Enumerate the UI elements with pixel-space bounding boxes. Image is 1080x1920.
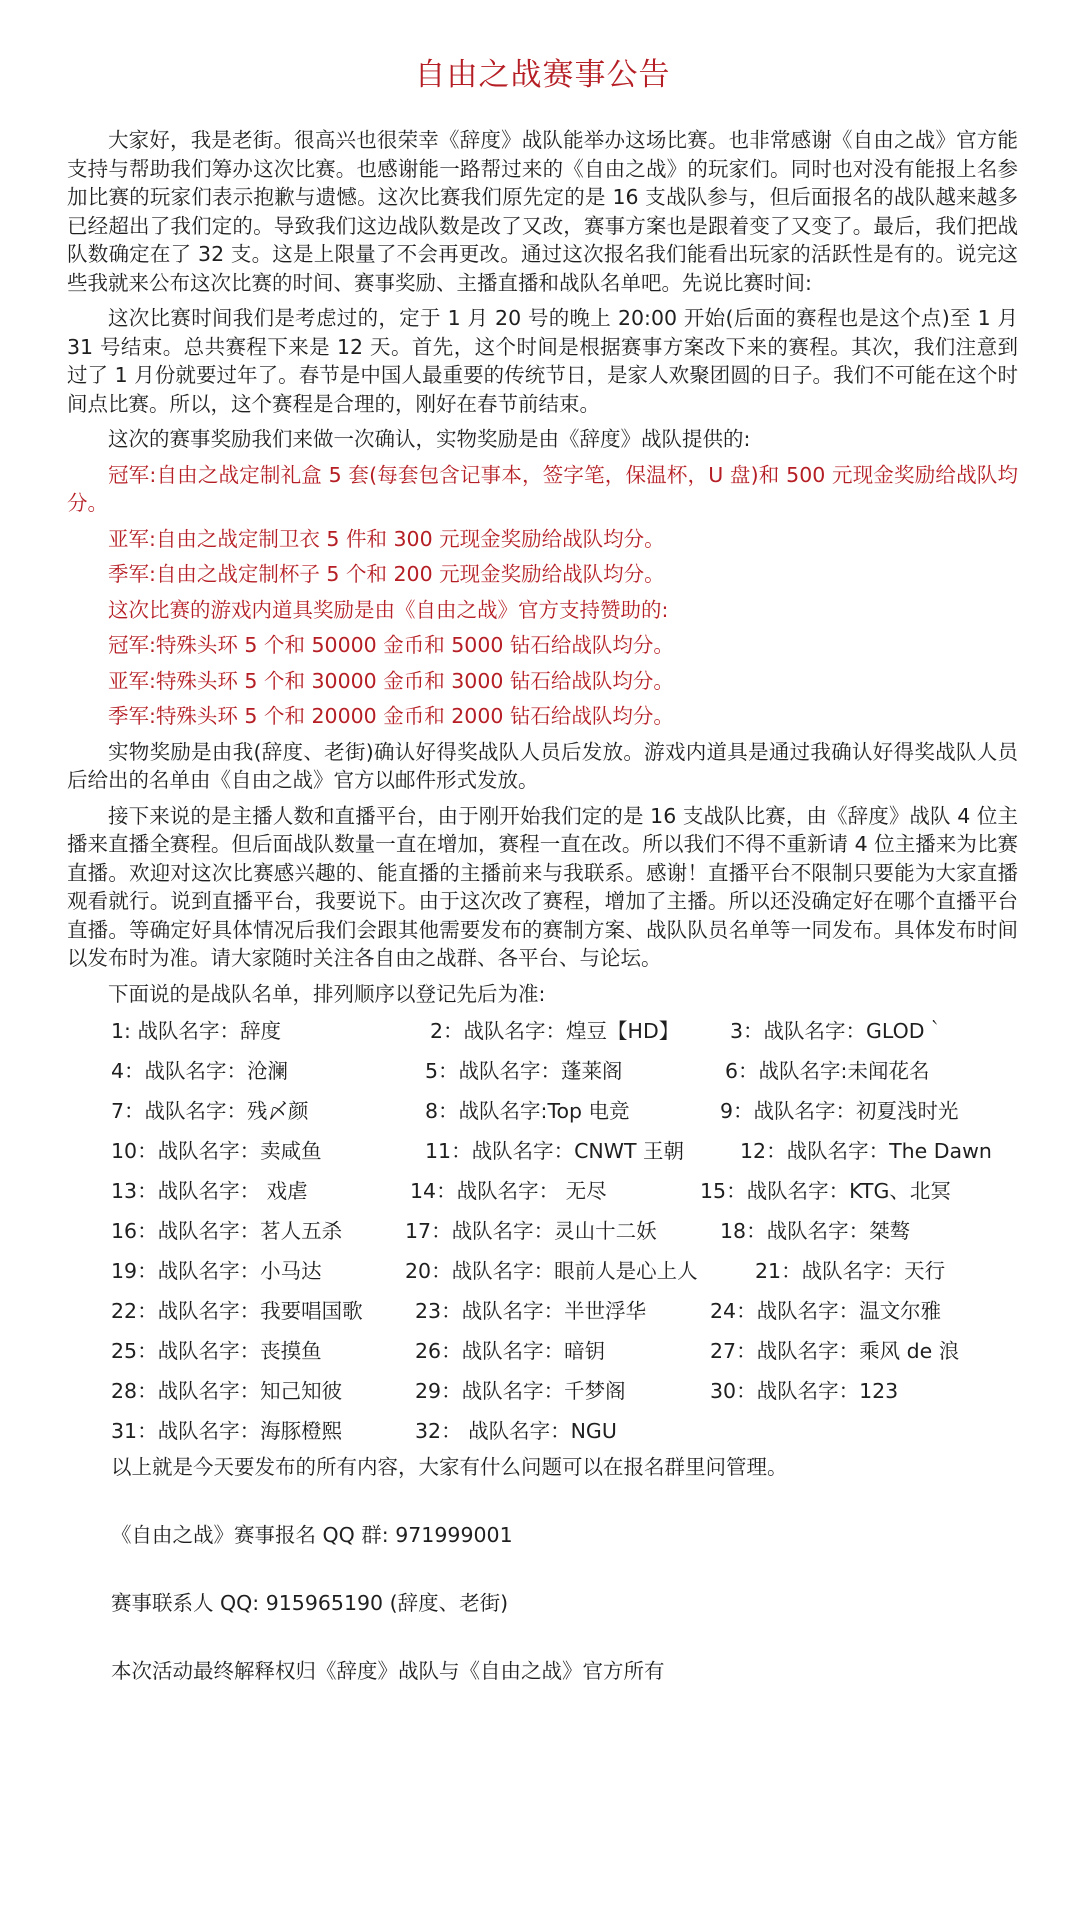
team-entry: 1: 战队名字：辞度 bbox=[111, 1019, 281, 1043]
ingame-reward-champion: 冠军:特殊头环 5 个和 50000 金币和 5000 钻石给战队均分。 bbox=[108, 633, 674, 657]
team-entry: 30：战队名字：123 bbox=[710, 1379, 899, 1403]
teams-intro: 下面说的是战队名单，排列顺序以登记先后为准: bbox=[108, 981, 546, 1006]
physical-reward-runner-up: 亚军:自由之战定制卫衣 5 件和 300 元现金奖励给战队均分。 bbox=[108, 526, 665, 551]
team-entry: 21：战队名字：天行 bbox=[755, 1259, 946, 1283]
team-row bbox=[111, 1417, 1018, 1457]
team-entry: 12：战队名字：The Dawn bbox=[740, 1139, 992, 1163]
team-entry: 13：战队名字： 戏虐 bbox=[111, 1179, 308, 1203]
team-entry: 15：战队名字：KTG、北冥 bbox=[700, 1179, 951, 1203]
page-title: 自由之战赛事公告 bbox=[414, 57, 671, 93]
team-row bbox=[111, 1017, 1018, 1057]
physical-reward-champion: 冠军:自由之战定制礼盒 5 套(每套包含记事本，签字笔，保温杯，U 盘)和 500 元现金奖励给战队均分。 bbox=[67, 462, 1018, 515]
contact-line: 赛事联系人 QQ: 915965190 (辞度、老街) bbox=[111, 1591, 509, 1615]
ingame-rewards-intro: 这次比赛的游戏内道具奖励是由《自由之战》官方支持赞助的: bbox=[108, 597, 669, 622]
team-entry: 11：战队名字：CNWT 王朝 bbox=[425, 1139, 685, 1163]
rights-line: 本次活动最终解释权归《辞度》战队与《自由之战》官方所有 bbox=[111, 1659, 665, 1683]
team-entry: 32： 战队名字：NGU bbox=[415, 1419, 617, 1443]
intro-paragraph: 大家好，我是老街。很高兴也很荣幸《辞度》战队能举办这场比赛。也非常感谢《自由之战》官方能支持与帮助我们筹办这次比赛。也感谢能一路帮过来的《自由之战》的玩家们。同时也对没有能报上名参加比赛的玩家们表示抱歉与遗憾。这次比赛我们原先定的是 16 支战队参与，但后面报名的战队越来越多已经超出了我们定的。导致我们这边战队数是改了又改，赛事方案也是跟着变了又变了。最后，我们把战队数确定在了 32 支。这是上限量了不会再更改。通过这次报名我们能看出玩家的活跃性是有的。说完这些我就来公布这次比赛的时间、赛事奖励、主播直播和战队名单吧。先说比赛时间: bbox=[67, 128, 1018, 295]
team-entry: 20：战队名字：眼前人是心上人 bbox=[405, 1259, 698, 1283]
team-entry: 3：战队名字：GLOD｀ bbox=[730, 1019, 946, 1043]
streaming-paragraph: 接下来说的是主播人数和直播平台，由于刚开始我们定的是 16 支战队比赛，由《辞度》战队 4 位主播来直播全赛程。但后面战队数量一直在增加，赛程一直在改。所以我们不得不重新请 4 位主播来为比赛直播。欢迎对这次比赛感兴趣的、能直播的主播前来与我联系。感谢！直播平台不限制只要能为大家直播观看就行。说到直播平台，我要说下。由于这次改了赛程，增加了主播。所以还没确定好在哪个直播平台直播。等确定好具体情况后我们会跟其他需要发布的赛制方案、战队队员名单等一同发布。具体发布时间以发布时为准。请大家随时关注各自由之战群、各平台、与论坛。 bbox=[67, 803, 1018, 970]
team-entry: 18：战队名字：桀骜 bbox=[720, 1219, 911, 1243]
team-entry: 19：战队名字：小马达 bbox=[111, 1259, 322, 1283]
team-entry: 2：战队名字：煌豆【HD】 bbox=[430, 1019, 680, 1043]
team-entry: 25：战队名字：丧摸鱼 bbox=[111, 1339, 322, 1363]
physical-reward-third: 季军:自由之战定制杯子 5 个和 200 元现金奖励给战队均分。 bbox=[108, 562, 665, 586]
distribution-paragraph: 实物奖励是由我(辞度、老街)确认好得奖战队人员后发放。游戏内道具是通过我确认好得奖战队人员后给出的名单由《自由之战》官方以邮件形式发放。 bbox=[67, 739, 1018, 792]
team-entry: 5：战队名字：蓬莱阁 bbox=[425, 1059, 623, 1083]
team-entry: 28：战队名字：知己知彼 bbox=[111, 1379, 343, 1403]
qq-group-line: 《自由之战》赛事报名 QQ 群: 971999001 bbox=[111, 1523, 513, 1547]
team-entry: 4：战队名字：沧澜 bbox=[111, 1059, 289, 1083]
team-entry: 31：战队名字：海豚橙熙 bbox=[111, 1419, 343, 1443]
team-row bbox=[111, 1297, 1018, 1337]
team-row bbox=[111, 1257, 1018, 1297]
team-entry: 16：战队名字：茗人五杀 bbox=[111, 1219, 343, 1243]
rewards-intro: 这次的赛事奖励我们来做一次确认，实物奖励是由《辞度》战队提供的: bbox=[108, 427, 751, 451]
team-row bbox=[111, 1057, 1018, 1097]
team-row bbox=[111, 1137, 1018, 1177]
closing-line: 以上就是今天要发布的所有内容，大家有什么问题可以在报名群里问管理。 bbox=[111, 1455, 788, 1479]
team-entry: 29：战队名字：千梦阁 bbox=[415, 1379, 626, 1403]
team-entry: 8：战队名字:Top 电竞 bbox=[425, 1099, 630, 1123]
team-list bbox=[67, 1017, 1018, 1457]
team-entry: 22：战队名字：我要唱国歌 bbox=[111, 1299, 363, 1323]
team-entry: 14：战队名字： 无尽 bbox=[410, 1179, 607, 1203]
team-entry: 9：战队名字：初夏浅时光 bbox=[720, 1099, 959, 1123]
team-entry: 6：战队名字:未闻花名 bbox=[725, 1059, 930, 1083]
team-row bbox=[111, 1177, 1018, 1217]
ingame-reward-third: 季军:特殊头环 5 个和 20000 金币和 2000 钻石给战队均分。 bbox=[108, 704, 674, 728]
team-entry: 24：战队名字：温文尔雅 bbox=[710, 1299, 942, 1323]
team-entry: 27：战队名字：乘风 de 浪 bbox=[710, 1339, 960, 1363]
team-row bbox=[111, 1377, 1018, 1417]
team-entry: 10：战队名字：卖咸鱼 bbox=[111, 1139, 322, 1163]
team-row bbox=[111, 1337, 1018, 1377]
team-entry: 26：战队名字：暗钥 bbox=[415, 1339, 606, 1363]
ingame-reward-runner-up: 亚军:特殊头环 5 个和 30000 金币和 3000 钻石给战队均分。 bbox=[108, 668, 674, 693]
team-row bbox=[111, 1097, 1018, 1137]
team-row bbox=[111, 1217, 1018, 1257]
team-entry: 7：战队名字：残〆颜 bbox=[111, 1099, 309, 1123]
team-entry: 23：战队名字：半世浮华 bbox=[415, 1299, 647, 1323]
team-entry: 17：战队名字：灵山十二妖 bbox=[405, 1219, 657, 1243]
schedule-paragraph: 这次比赛时间我们是考虑过的，定于 1 月 20 号的晚上 20:00 开始(后面的赛程也是这个点)至 1 月 31 号结束。总共赛程下来是 12 天。首先，这个时间是根据赛事方案改下来的赛程。其次，我们注意到过了 1 月份就要过年了。春节是中国人最重要的传统节日，是家人欢聚团圆的日子。我们不可能在这个时间点比赛。所以，这个赛程是合理的，刚好在春节前结束。 bbox=[67, 306, 1018, 416]
